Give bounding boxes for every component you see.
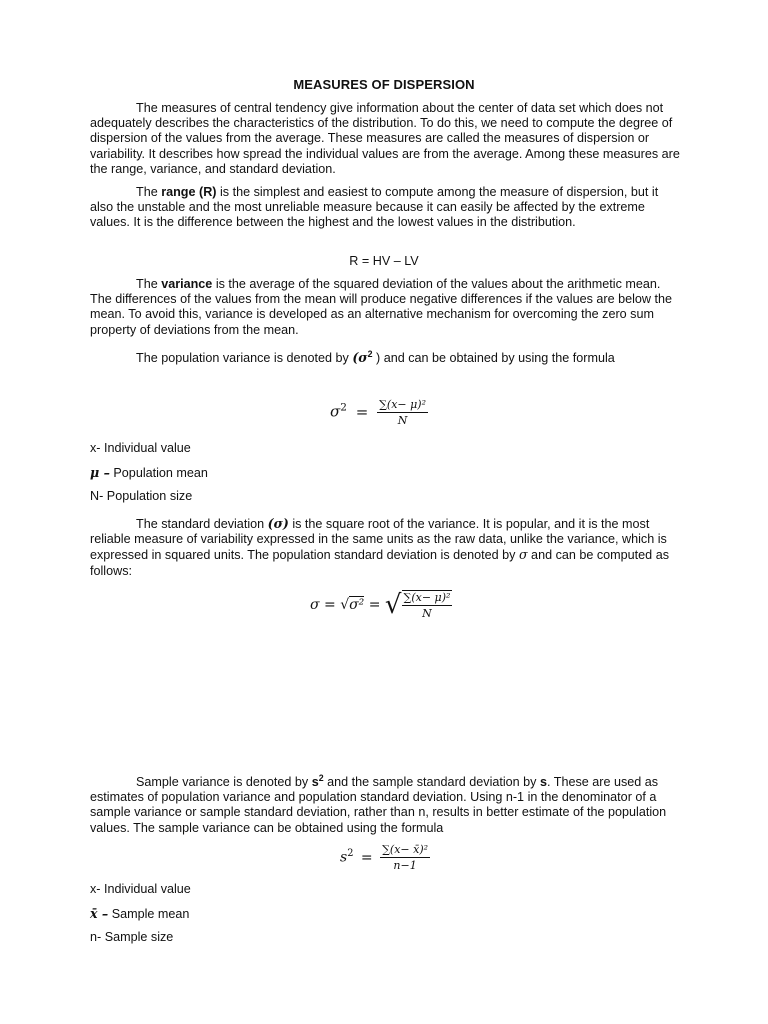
range-paragraph (90, 185, 680, 231)
sigma-exponent: 2 (367, 348, 373, 359)
definition-sample-individual-value: x- Individual value (90, 882, 191, 896)
pv-fraction (377, 398, 428, 427)
pv-lhs: σ (330, 402, 341, 421)
sd-eq: = (364, 597, 385, 613)
standard-deviation-formula (310, 590, 452, 620)
s2-symbol: s (311, 775, 319, 789)
pv-denominator: N (397, 414, 408, 427)
sd-symbol: (σ) (267, 516, 289, 531)
popvar-post: and can be obtained by using the formula (380, 351, 615, 365)
sv-numerator: ∑(x− x̄)² (382, 843, 429, 856)
range-pre: The (136, 185, 162, 199)
variance-term: variance (161, 277, 213, 291)
sd-lhs: σ = (310, 597, 341, 613)
population-variance-paragraph (90, 350, 680, 366)
standard-deviation-paragraph: The standard deviation (σ) is the square root of the variance. It is popular, and it is the most reliable measure of variability expressed in the same units as the raw data, unlike the variance, which is expressed in squared units. The population standard deviation is denoted by σ and can be computed as follows: (90, 516, 669, 578)
definition-sample-mean: x̄ – Sample mean (90, 906, 190, 921)
range-formula: R = HV – LV (349, 254, 419, 268)
sv-lhs: s (340, 849, 348, 866)
popvar-close: ) (372, 351, 381, 365)
sv-fraction (380, 843, 430, 872)
definition-population-mean: μ – Population mean (90, 465, 208, 480)
population-variance-formula: $\sigma^2$ = $\frac{\text{∑(x− μ)²}}{N}$ (330, 398, 426, 427)
page-title: MEASURES OF DISPERSION (293, 77, 475, 92)
sd-numerator: ∑(x− μ)² (403, 591, 451, 604)
intro-paragraph: The measures of central tendency give information about the center of data set which does not adequately describes the characteristics of the distribution. To do this, we need to compute the degree of dispersion of the values from the average. These measures are called the measures of dispersion or variability. It describes how spread the individual values are from the average. Among these measures are the range, variance, and standard deviation. (90, 101, 680, 176)
s-symbol: s (539, 775, 547, 789)
sqrt-icon: √ (340, 597, 350, 613)
sd-fraction (402, 590, 453, 620)
sample-variance-formula: $s^2$ = $\frac{\text{∑(x− x̄)²}}{n-1}$ (340, 843, 429, 872)
pv-numerator: ∑(x− μ)² (379, 398, 426, 411)
definition-population-size: N- Population size (90, 489, 193, 503)
definition-sample-size: n- Sample size (90, 930, 174, 944)
variance-paragraph (90, 277, 680, 338)
range-term: range (R) (161, 185, 217, 199)
definition-individual-value: x- Individual value (90, 441, 191, 455)
range-body: is the simplest and easiest to compute among the measure of dispersion, but it also the unstable and the most unreliable measure because it can easily be affected by the extreme values. It is the difference between the highest and the lowest values in the distribution. (90, 185, 659, 230)
sqrt-large-icon: √ (384, 590, 402, 620)
variance-body: is the average of the squared deviation of the values about the arithmetic mean. The differences of the values from the mean will produce negative differences if the values are below the mean. To avoid this, variance is developed as an alternative mechanism for overcoming the zero sum property of deviations from the mean. (90, 277, 672, 337)
sample-variance-paragraph: Sample variance is denoted by $s^2$ and the sample standard deviation by s. These are used as estimates of population variance and population standard deviation. Using n-1 in the denominator of a sample variance or sample standard deviation, rather than n, results in better estimate of the population values. The sample variance can be obtained using the formula (90, 772, 667, 835)
sd-mid: σ² (349, 597, 365, 613)
sd-symbol-inline: σ (518, 547, 528, 563)
sv-denominator: n−1 (393, 859, 417, 872)
sd-denominator: N (422, 607, 432, 620)
sigma-symbol: (σ (352, 350, 368, 365)
variance-pre: The (136, 277, 162, 291)
popvar-pre: The population variance is denoted by (136, 351, 353, 365)
